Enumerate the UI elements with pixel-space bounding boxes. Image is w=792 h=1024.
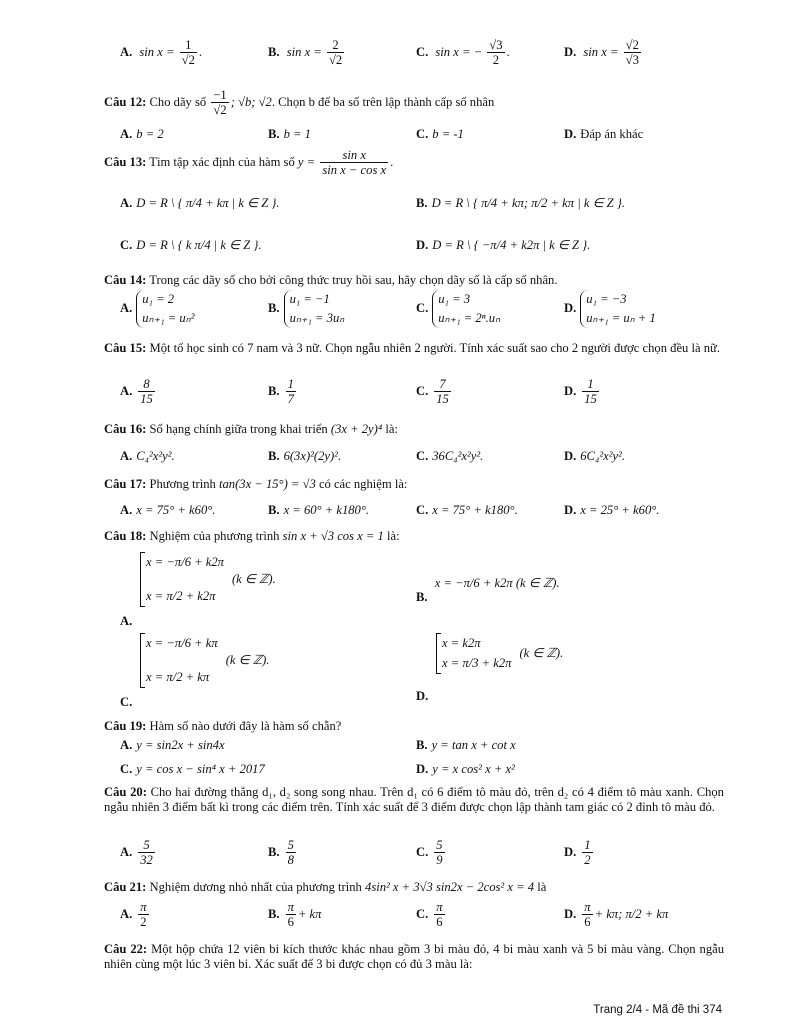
option-label: D. [416, 762, 429, 776]
frac-num: π [140, 900, 147, 914]
q16-options [120, 449, 724, 479]
frac-num: π [436, 900, 443, 914]
question-text: Phương trình [149, 477, 216, 491]
option-label: D. [564, 503, 577, 517]
option-label: B. [268, 44, 280, 59]
frac-num: 8 [138, 377, 155, 392]
option-text: Đáp án khác [580, 127, 644, 141]
option-label: C. [120, 762, 133, 776]
question-20 [104, 785, 724, 815]
option-label: B. [268, 127, 280, 141]
q19-option-a[interactable] [120, 738, 225, 753]
option-text: C₄²x²y². [136, 449, 175, 463]
question-22 [104, 942, 724, 972]
q21-option-d[interactable] [564, 900, 668, 930]
solution-line-2: x = π/2 + k2π [146, 589, 216, 604]
option-text: y = x cos² x + x² [432, 762, 515, 776]
q17-option-d[interactable] [564, 503, 659, 518]
q12-option-b[interactable] [268, 127, 311, 142]
q21-option-b[interactable] [268, 900, 321, 930]
option-text: 6C₄²x²y². [580, 449, 625, 463]
question-17 [104, 477, 724, 492]
option-label: B. [268, 503, 280, 517]
integer-condition: (k ∈ ℤ). [519, 645, 564, 660]
q13-options-row2 [120, 238, 724, 268]
question-16 [104, 422, 724, 437]
option-text: y = sin2x + sin4x [136, 738, 225, 752]
system-line-1: u₁ = −3 [586, 292, 627, 306]
question-number: Câu 15: [104, 341, 147, 355]
question-text: Một tổ học sinh có 7 nam và 3 nữ. Chọn ngẫu nhiên 2 người. Tính xác suất sao cho 2 người được chọn đều là nữ. [149, 341, 720, 355]
option-label: B. [416, 196, 428, 210]
question-text: Số hạng chính giữa trong khai triển [149, 422, 328, 436]
q18-options-row2 [120, 633, 724, 709]
frac-den: 2 [584, 853, 591, 868]
solution-line-2: x = π/3 + k2π [442, 656, 512, 671]
question-text: Cho hai đường thẳng d₁, d₂ song song nhau. Trên d₁ có 6 điểm tô màu đỏ, trên d₂ có 4 điểm tô màu xanh. Chọn ngẫu nhiên 3 điểm bất kì trong các điểm trên. Tính xác suất để 3 điểm được chọn lập thành tam giác có 2 đỉnh tô màu đỏ. [104, 785, 724, 814]
question-text: Tìm tập xác định của hàm số [149, 154, 295, 169]
option-label: A. [120, 383, 133, 398]
question-text: Hàm số nào dưới đây là hàm số chẵn? [149, 719, 342, 733]
expression: sin x + √3 cos x = 1 [282, 529, 384, 543]
question-text: Cho dãy số [149, 94, 207, 109]
option-lhs: sin x = [583, 44, 619, 59]
q12-option-a[interactable] [120, 127, 164, 142]
q19-option-d[interactable] [416, 762, 515, 777]
option-label: A. [120, 503, 133, 517]
option-text: 36C₄²x²y². [432, 449, 484, 463]
q20-option-a[interactable] [120, 838, 157, 868]
frac-den: 2 [140, 915, 147, 930]
option-label: D. [416, 689, 429, 703]
frac-num: 5 [138, 838, 155, 853]
option-lhs: sin x = − [435, 44, 483, 59]
q14-option-b[interactable] [268, 290, 344, 328]
q15-option-b[interactable] [268, 377, 298, 407]
q14-option-c[interactable] [416, 290, 500, 328]
q18-option-a[interactable] [120, 552, 276, 628]
question-21 [104, 880, 724, 895]
option-label: D. [564, 300, 577, 315]
option-label: A. [120, 844, 133, 859]
sequence-terms: ; √b; √2 [230, 94, 272, 109]
question-text: có các nghiệm là: [318, 477, 408, 491]
system-line-2: uₙ₊₁ = 3uₙ [289, 310, 345, 325]
expression: (3x + 2y)⁴ [330, 422, 383, 436]
option-text: D = R \ { −π/4 + k2π | k ∈ Z }. [432, 238, 591, 252]
frac-num: −1 [213, 88, 227, 102]
system-line-1: u₁ = 2 [142, 292, 175, 306]
solution-line-1: x = −π/6 + k2π [146, 555, 224, 569]
q18-options-row1 [120, 552, 724, 628]
option-rest: + kπ [297, 906, 322, 921]
option-text: b = 1 [283, 127, 311, 141]
q14-option-a[interactable] [120, 290, 194, 328]
frac-num: √3 [489, 38, 503, 52]
option-text: b = -1 [432, 127, 464, 141]
option-label: B. [268, 844, 280, 859]
q11-options [120, 38, 724, 68]
q17-option-b[interactable] [268, 503, 369, 518]
option-label: A. [120, 196, 133, 210]
option-label: D. [564, 906, 577, 921]
q21-option-a[interactable] [120, 900, 151, 930]
q16-option-b[interactable] [268, 449, 341, 464]
q19-option-c[interactable] [120, 762, 265, 777]
option-label: D. [564, 383, 577, 398]
option-lhs: sin x = [139, 44, 175, 59]
option-label: B. [416, 738, 428, 752]
q16-option-d[interactable] [564, 449, 625, 464]
question-number: Câu 13: [104, 154, 147, 169]
q14-option-d[interactable] [564, 290, 656, 328]
frac-den: 32 [140, 853, 153, 868]
question-18 [104, 529, 724, 544]
q13-options-row1 [120, 196, 724, 226]
q12-option-c[interactable] [416, 127, 464, 142]
q20-option-b[interactable] [268, 838, 298, 868]
frac-den: 15 [436, 392, 449, 407]
option-text: x = −π/6 + k2π (k ∈ ℤ). [434, 576, 560, 590]
q11-option-c[interactable]: C. sin x = − $\frac{√3}{2}$ . [416, 38, 510, 68]
q15-option-a[interactable] [120, 377, 157, 407]
q18-option-b[interactable] [416, 576, 560, 604]
q15-options [120, 377, 724, 413]
integer-condition: (k ∈ ℤ). [225, 652, 270, 667]
q14-options [120, 290, 724, 336]
question-14 [104, 273, 724, 288]
system-line-1: u₁ = −1 [289, 292, 330, 306]
frac-den: 7 [287, 392, 294, 407]
question-text: . Chọn b để ba số trên lập thành cấp số nhân [271, 94, 495, 109]
option-text: y = tan x + cot x [431, 738, 516, 752]
option-label: D. [564, 44, 577, 59]
option-label: A. [120, 614, 133, 628]
option-label: B. [268, 906, 280, 921]
q13-option-c[interactable] [120, 238, 262, 253]
q13-option-b[interactable] [416, 196, 625, 211]
q17-option-c[interactable] [416, 503, 518, 518]
q20-options [120, 838, 724, 874]
option-label: D. [564, 844, 577, 859]
q15-option-c[interactable] [416, 377, 453, 407]
q18-option-c[interactable] [120, 633, 270, 709]
frac-num: π [287, 900, 294, 914]
q20-option-c[interactable] [416, 838, 447, 868]
question-text: Nghiệm của phương trình [149, 529, 280, 543]
option-text: 6(3x)²(2y)². [283, 449, 342, 463]
question-13: Câu 13: Tìm tập xác định của hàm số y = $\frac{\text{sin x}}{\text{sin x − cos x}}$ . [104, 148, 394, 178]
frac-den: √2 [181, 53, 195, 68]
question-number: Câu 14: [104, 273, 147, 287]
frac-num: 5 [436, 838, 443, 852]
system-line-1: u₁ = 3 [438, 292, 471, 306]
question-text: là [537, 880, 547, 894]
question-number: Câu 12: [104, 94, 147, 109]
option-label: A. [120, 127, 133, 141]
option-text: x = 25° + k60°. [580, 503, 660, 517]
question-text: là: [385, 422, 398, 436]
option-label: A. [120, 906, 133, 921]
option-rest: + kπ; π/2 + kπ [594, 906, 669, 921]
question-number: Câu 18: [104, 529, 147, 543]
option-text: y = cos x − sin⁴ x + 2017 [136, 762, 265, 776]
option-label: C. [416, 906, 429, 921]
question-number: Câu 22: [104, 942, 148, 956]
expression: 4sin² x + 3√3 sin2x − 2cos² x = 4 [365, 880, 535, 894]
option-label: C. [416, 44, 429, 59]
integer-condition: (k ∈ ℤ). [231, 571, 276, 586]
frac-den: 6 [287, 915, 294, 930]
q19-option-b[interactable] [416, 738, 516, 753]
q16-option-c[interactable] [416, 449, 483, 464]
option-label: C. [416, 449, 429, 463]
option-text: b = 2 [136, 127, 164, 141]
system-line-2: uₙ₊₁ = 2ⁿ.uₙ [438, 310, 501, 325]
question-number: Câu 19: [104, 719, 147, 733]
q15-option-d[interactable] [564, 377, 601, 407]
question-text: Nghiệm dương nhỏ nhất của phương trình [149, 880, 362, 894]
frac-num: π [584, 900, 591, 914]
frac-den: √2 [328, 53, 343, 68]
solution-line-2: x = π/2 + kπ [146, 670, 210, 685]
solution-line-1: x = −π/6 + kπ [146, 636, 218, 650]
option-label: B. [268, 300, 280, 315]
option-label: B. [268, 383, 280, 398]
option-label: D. [564, 449, 577, 463]
frac-num: 1 [180, 38, 197, 53]
option-label: B. [268, 449, 280, 463]
frac-den: sin x − cos x [322, 163, 387, 178]
frac-num: √2 [625, 38, 639, 52]
option-label: A. [120, 300, 133, 315]
q21-options [120, 900, 724, 936]
expression: tan(3x − 15°) = √3 [218, 477, 316, 491]
frac-den: 9 [436, 853, 443, 868]
frac-den: 6 [584, 915, 591, 930]
option-label: C. [120, 695, 133, 709]
solution-line-1: x = k2π [442, 636, 481, 650]
option-text: x = 75° + k180°. [432, 503, 518, 517]
question-text: Trong các dãy số cho bởi công thức truy hồi sau, hãy chọn dãy số là cấp số nhân. [149, 273, 558, 287]
q20-option-d[interactable] [564, 838, 595, 868]
option-label: C. [416, 300, 429, 315]
frac-num: 5 [287, 838, 294, 852]
option-label: C. [416, 844, 429, 859]
system-line-2: uₙ₊₁ = uₙ + 1 [586, 310, 656, 325]
question-number: Câu 16: [104, 422, 147, 436]
question-15 [104, 341, 724, 356]
question-number: Câu 17: [104, 477, 147, 491]
option-label: A. [120, 738, 133, 752]
frac-num: 7 [434, 377, 451, 392]
q11-option-b[interactable] [268, 38, 346, 68]
question-text: là: [386, 529, 400, 543]
option-text: D = R \ { π/4 + kπ; π/2 + kπ | k ∈ Z }. [431, 196, 626, 210]
option-label: C. [120, 238, 133, 252]
q13-option-a[interactable] [120, 196, 280, 211]
option-text: x = 75° + k60°. [136, 503, 216, 517]
option-label: C. [416, 383, 429, 398]
q12-option-d[interactable] [564, 127, 643, 142]
frac-den: 8 [287, 853, 294, 868]
frac-num: sin x [320, 148, 388, 163]
q11-option-d[interactable] [564, 38, 643, 68]
q18-option-d[interactable] [416, 633, 564, 703]
frac-den: √3 [625, 53, 639, 68]
frac-den: 15 [140, 392, 153, 407]
option-text: D = R \ { π/4 + kπ | k ∈ Z }. [136, 196, 280, 210]
question-number: Câu 21: [104, 880, 147, 894]
q21-option-c[interactable] [416, 900, 447, 930]
option-label: A. [120, 44, 133, 59]
question-text: Một hộp chứa 12 viên bi kích thước khác nhau gồm 3 bi màu đỏ, 4 bi màu xanh và 5 bi màu vàng. Chọn ngẫu nhiên cùng một lúc 3 viên bi. Xác suất để 3 bi được chọn có đủ 3 màu là: [104, 942, 725, 971]
frac-num: 1 [287, 377, 294, 391]
option-label: C. [416, 503, 429, 517]
question-number: Câu 20: [104, 785, 147, 799]
frac-den: 6 [436, 915, 443, 930]
q17-option-a[interactable] [120, 503, 215, 518]
option-label: B. [416, 590, 428, 604]
q11-option-a[interactable]: A. sin x = $\frac{1}{√2}$ . [120, 38, 203, 68]
system-line-2: uₙ₊₁ = uₙ² [142, 310, 195, 325]
option-label: A. [120, 449, 133, 463]
frac-num: 2 [327, 38, 344, 53]
frac-den: √2 [213, 103, 227, 118]
frac-den: 2 [492, 53, 500, 68]
option-lhs: sin x = [286, 44, 322, 59]
page-footer: Trang 2/4 - Mã đề thi 374 [593, 1004, 722, 1016]
option-text: x = 60° + k180°. [283, 503, 370, 517]
option-label: D. [416, 238, 429, 252]
frac-den: 15 [584, 392, 597, 407]
question-12 [104, 88, 724, 118]
option-text: D = R \ { k π/4 | k ∈ Z }. [136, 238, 262, 252]
q16-option-a[interactable] [120, 449, 175, 464]
q13-option-d[interactable] [416, 238, 590, 253]
function-lhs: y = [297, 154, 316, 169]
option-label: D. [564, 127, 577, 141]
frac-num: 1 [582, 377, 599, 392]
option-label: C. [416, 127, 429, 141]
question-19 [104, 719, 724, 734]
frac-num: 1 [584, 838, 591, 852]
